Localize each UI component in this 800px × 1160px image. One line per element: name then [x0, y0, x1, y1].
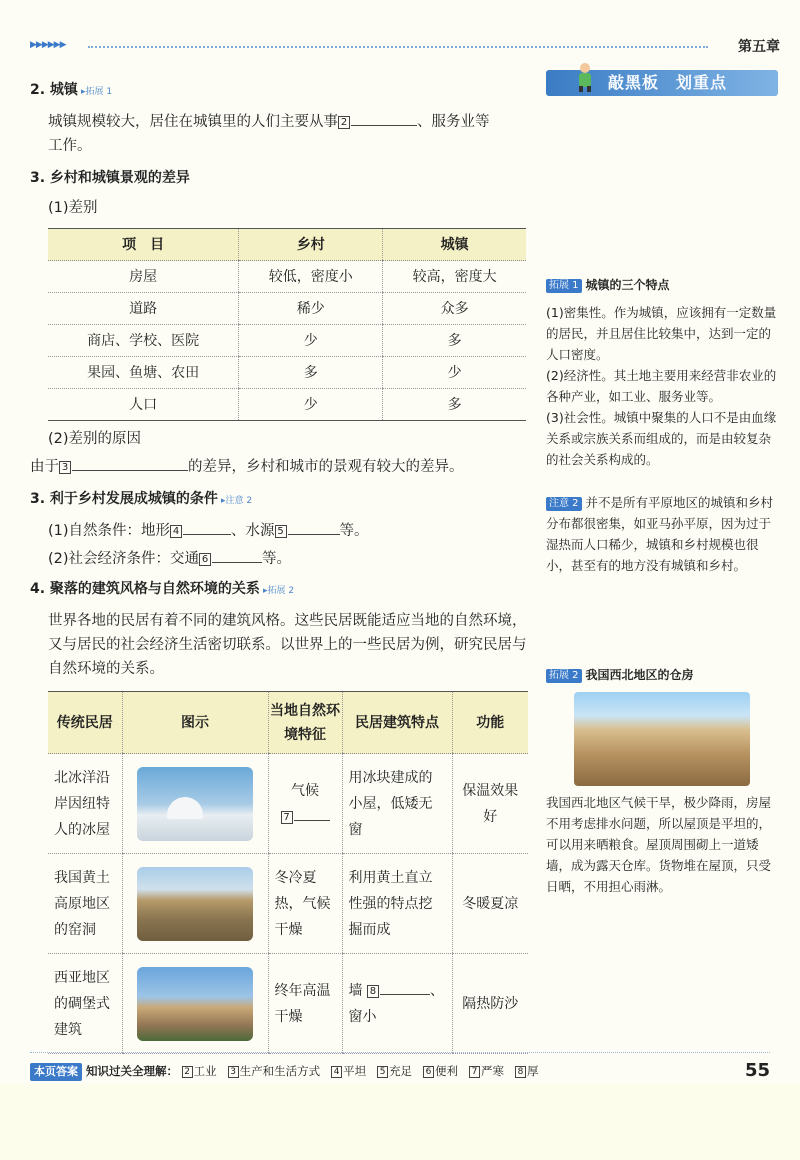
section-title: 2. 城镇	[30, 82, 78, 98]
conditions-line-2	[30, 547, 530, 571]
table-cell: 较低，密度小	[239, 261, 383, 293]
text: (2)社会经济条件：交通	[48, 551, 200, 567]
answer-item	[377, 1064, 412, 1078]
table-header: 城镇	[383, 229, 526, 261]
table-header: 乡村	[239, 229, 383, 261]
cave-dwelling-image	[137, 867, 253, 941]
answer-lead: 知识过关全理解：	[86, 1064, 178, 1078]
note-tag: 注意 2	[546, 497, 582, 511]
landscape-table	[48, 228, 526, 421]
warehouse-image	[574, 692, 750, 786]
page-header	[30, 36, 780, 56]
table-row	[48, 293, 526, 325]
function-cell: 保温效果好	[452, 754, 528, 854]
text: 等。	[262, 551, 292, 567]
blank-number: 3	[59, 461, 71, 474]
section-title: 3. 利于乡村发展成城镇的条件	[30, 491, 218, 507]
sub-heading: (2)差别的原因	[48, 431, 142, 447]
note-paragraph: (1)密集性。作为城镇，应该拥有一定数量的居民，并且居住比较集中，达到一定的人口密度。	[546, 305, 777, 362]
extension-2-note	[546, 664, 778, 897]
text: 、窗小	[348, 982, 444, 1025]
answer-blank[interactable]	[351, 110, 417, 126]
answer-item	[515, 1064, 539, 1078]
table-header: 传统民居	[48, 692, 122, 754]
table-cell: 多	[239, 357, 383, 389]
blank-number: 5	[275, 525, 287, 538]
blank-number: 4	[170, 525, 182, 538]
table-row	[48, 325, 526, 357]
note-2	[546, 492, 778, 576]
towns-paragraph	[30, 110, 530, 158]
table-cell: 果园、鱼塘、农田	[48, 357, 239, 389]
answer-label: 本页答案	[30, 1063, 82, 1081]
table-cell: 多	[383, 389, 526, 421]
table-cell: 较高，密度大	[383, 261, 526, 293]
text: 城镇规模较大，居住在城镇里的人们主要从事	[48, 114, 338, 130]
answer-blank[interactable]	[294, 805, 330, 821]
table-cell: 商店、学校、医院	[48, 325, 239, 357]
answer-item	[423, 1064, 458, 1078]
sub-heading: (1)差别	[48, 200, 98, 216]
answer-number: 5	[377, 1066, 388, 1078]
note-tag: ▸ 注意 2	[221, 496, 252, 506]
answer-number: 8	[515, 1066, 526, 1078]
illustration-cell	[122, 954, 268, 1054]
section-title: 4. 聚落的建筑风格与自然环境的关系	[30, 581, 260, 597]
architecture-paragraph: 世界各地的民居有着不同的建筑风格。这些民居既能适应当地的自然环境，又与居民的社会经济生活密切联系。以世界上的一些民居为例，研究民居与自然环境的关系。	[48, 613, 527, 677]
answer-number: 3	[228, 1066, 239, 1078]
answer-blank[interactable]	[212, 547, 262, 563]
answer-item	[469, 1064, 504, 1078]
answer-number: 6	[423, 1066, 434, 1078]
note-paragraph: 我国西北地区气候干旱，极少降雨，房屋不用考虑排水问题，所以屋顶是平坦的，可以用来晒粮食。屋顶周围砌上一道矮墙，成为露天仓库。货物堆在屋顶，只受日晒，不用担心雨淋。	[546, 795, 772, 894]
note-paragraph: (3)社会性。城镇中聚集的人口不是由血缘关系或宗族关系而组成的，而是由较复杂的社会关系构成的。	[546, 410, 777, 467]
illustration-cell	[122, 854, 268, 954]
conditions-line-1	[30, 519, 530, 543]
table-header: 项 目	[48, 229, 239, 261]
dwelling-name: 我国黄土高原地区的窑洞	[48, 854, 122, 954]
section-architecture-heading	[30, 577, 530, 603]
table-cell: 多	[383, 325, 526, 357]
blank-number: 7	[281, 811, 293, 824]
sidebar-notes	[546, 70, 778, 897]
function-cell: 隔热防沙	[452, 954, 528, 1054]
table-cell: 少	[239, 389, 383, 421]
environment-cell	[268, 754, 342, 854]
extension-tag: 拓展 2	[546, 669, 582, 683]
extension-tag: 拓展 1	[546, 279, 582, 293]
extension-tag: ▸ 拓展 1	[81, 87, 112, 97]
extension-tag: ▸ 拓展 2	[263, 586, 294, 596]
answer-blank[interactable]	[183, 519, 231, 535]
blank-number: 6	[199, 553, 211, 566]
text: (1)自然条件：地形	[48, 523, 171, 539]
table-cell: 人口	[48, 389, 239, 421]
environment-cell: 冬冷夏热，气候干燥	[268, 854, 342, 954]
answer-blank[interactable]	[72, 455, 188, 471]
main-column	[30, 70, 530, 1054]
page-number: 55	[744, 1060, 770, 1081]
environment-cell: 终年高温干燥	[268, 954, 342, 1054]
table-row	[48, 954, 528, 1054]
table-header: 当地自然环境特征	[268, 692, 342, 754]
answer-number: 7	[469, 1066, 480, 1078]
answer-key	[30, 1062, 750, 1081]
reason-line	[30, 455, 530, 479]
text: 等。	[339, 523, 369, 539]
answer-text: 严寒	[481, 1064, 504, 1078]
feature-cell: 利用黄土直立性强的特点挖掘而成	[342, 854, 452, 954]
answer-number: 4	[331, 1066, 342, 1078]
answer-text: 厚	[526, 1064, 539, 1078]
dwellings-table	[48, 691, 528, 1054]
table-cell: 道路	[48, 293, 239, 325]
table-row	[48, 854, 528, 954]
text: 工作。	[48, 138, 92, 154]
table-row	[48, 754, 528, 854]
table-cell: 稀少	[239, 293, 383, 325]
answer-text: 充足	[389, 1064, 413, 1078]
text: 、水源	[231, 523, 275, 539]
text: 墙	[348, 982, 363, 999]
note-paragraph: 并不是所有平原地区的城镇和乡村分布都很密集，如亚马孙平原，因为过于湿热而人口稀少，城镇和乡村规模也很小，甚至有的地方没有城镇和乡村。	[546, 495, 774, 573]
note-paragraph: (2)经济性。其土地主要用来经营非农业的各种产业，如工业、服务业等。	[546, 368, 777, 404]
answer-text: 工业	[193, 1064, 217, 1078]
note-title: 城镇的三个特点	[585, 278, 670, 292]
table-cell: 房屋	[48, 261, 239, 293]
student-icon	[576, 62, 594, 92]
chapter-title: 第五章	[738, 39, 780, 55]
footer-divider	[30, 1052, 770, 1053]
text: 由于	[30, 459, 59, 475]
blank-number: 8	[367, 985, 379, 998]
function-cell: 冬暖夏凉	[452, 854, 528, 954]
answer-item	[331, 1064, 366, 1078]
section-landscape-heading: 3. 乡村和城镇景观的差异	[30, 170, 190, 186]
table-header: 功能	[452, 692, 528, 754]
header-divider	[88, 46, 708, 48]
page-bottom	[0, 1084, 800, 1160]
table-header: 民居建筑特点	[342, 692, 452, 754]
answer-item	[182, 1064, 217, 1078]
answer-text: 生产和生活方式	[239, 1064, 321, 1078]
header-arrows-icon: ▶▶▶▶▶▶	[30, 40, 66, 50]
table-row	[48, 261, 526, 293]
extension-1-note	[546, 274, 778, 470]
fortress-building-image	[137, 967, 253, 1041]
igloo-image	[137, 767, 253, 841]
key-points-banner	[546, 70, 778, 96]
table-cell: 少	[239, 325, 383, 357]
table-cell: 少	[383, 357, 526, 389]
dwelling-name: 西亚地区的碉堡式建筑	[48, 954, 122, 1054]
answer-text: 平坦	[343, 1064, 367, 1078]
answer-item	[228, 1064, 321, 1078]
text: 气候	[291, 782, 319, 799]
table-cell: 众多	[383, 293, 526, 325]
text: 、服务业等	[417, 114, 490, 130]
feature-cell	[342, 954, 452, 1054]
answer-text: 便利	[435, 1064, 459, 1078]
table-row	[48, 357, 526, 389]
text: 的差异，乡村和城市的景观有较大的差异。	[188, 459, 464, 475]
note-title: 我国西北地区的仓房	[585, 668, 694, 682]
feature-cell: 用冰块建成的小屋，低矮无窗	[342, 754, 452, 854]
table-header: 图示	[122, 692, 268, 754]
answer-number: 2	[182, 1066, 193, 1078]
answer-blank[interactable]	[380, 979, 430, 995]
illustration-cell	[122, 754, 268, 854]
blank-number: 2	[338, 116, 350, 129]
answer-blank[interactable]	[288, 519, 340, 535]
banner-title: 敲黑板 划重点	[608, 73, 728, 92]
section-towns-heading	[30, 78, 530, 104]
section-conditions-heading	[30, 487, 530, 513]
dwelling-name: 北冰洋沿岸因纽特人的冰屋	[48, 754, 122, 854]
table-row	[48, 389, 526, 421]
